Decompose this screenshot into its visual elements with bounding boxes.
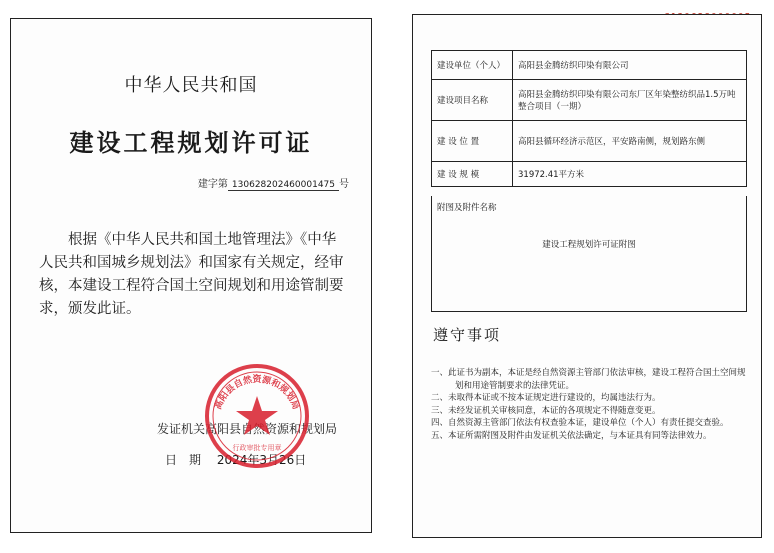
date-value: 2024年3月26日 (216, 453, 307, 467)
project-info-table (431, 50, 747, 187)
row-value: 高阳县金腾纺织印染有限公司东厂区年染整纺织品1.5万吨整合项目（一期） (513, 80, 747, 121)
list-item: 四、自然资源主管部门依法有权查验本证，建设单位（个人）有责任提交查验。 (431, 418, 729, 428)
row-value: 高阳县金腾纺织印染有限公司 (513, 51, 747, 80)
table-row (432, 80, 747, 121)
seal-subtext: 行政审批专用章 (232, 444, 282, 452)
row-value: 高阳县循环经济示范区，平安路南侧，规划路东侧 (513, 121, 747, 162)
table-row (432, 51, 747, 80)
list-item: 五、本证所需附图及附件由发证机关依法确定，与本证具有同等法律效力。 (431, 430, 712, 441)
row-key: 建 设 规 模 (432, 162, 513, 187)
row-key: 建设项目名称 (432, 80, 513, 121)
row-key: 建 设 位 置 (432, 121, 513, 162)
attachments-label: 附图及附件名称 (437, 203, 497, 213)
certificate-title: 建设工程规划许可证 (69, 128, 313, 157)
row-key: 建设单位（个人） (432, 51, 513, 80)
date-label: 日期 (165, 453, 214, 467)
row-value: 31972.41平方米 (513, 162, 747, 187)
list-item: 三、未经发证机关审核同意，本证的各项规定不得随意变更。 (431, 405, 661, 416)
number-value: 130628202460001475 (228, 180, 339, 191)
issuer-name: 高阳县自然资源和规划局 (205, 422, 338, 436)
number-prefix: 建字第 (197, 179, 228, 190)
country-name: 中华人民共和国 (124, 75, 258, 96)
rules-list (431, 367, 749, 442)
legal-basis-text: 根据《中华人民共和国土地管理法》《中华人民共和国城乡规划法》和国家有关规定，经审核，本建设工程符合国土空间规划和用途管制要求，颁发此证。 (39, 232, 344, 317)
rules-title: 遵守事项 (433, 326, 502, 344)
seal-text: 高阳县自然资源和规划局 (213, 375, 301, 412)
list-item: 一、此证书为副本，本证是经自然资源主管部门依法审核，建设工程符合国土空间规划和用途管制要求的法律凭证。 (431, 368, 746, 391)
seal-star-icon (236, 396, 278, 435)
certificate-number (198, 175, 349, 191)
issuer-label: 发证机关 (157, 422, 206, 436)
certificate-left-page (10, 18, 372, 533)
list-item: 二、未取得本证或不按本证规定进行建设的，均属违法行为。 (431, 393, 661, 403)
certificate-right-page (412, 14, 762, 538)
table-row (432, 121, 747, 162)
attachments-box (431, 196, 747, 312)
number-suffix: 号 (339, 179, 349, 190)
attachment-name: 建设工程规划许可证附图 (542, 240, 636, 250)
official-seal (201, 360, 313, 472)
table-row (432, 162, 747, 187)
